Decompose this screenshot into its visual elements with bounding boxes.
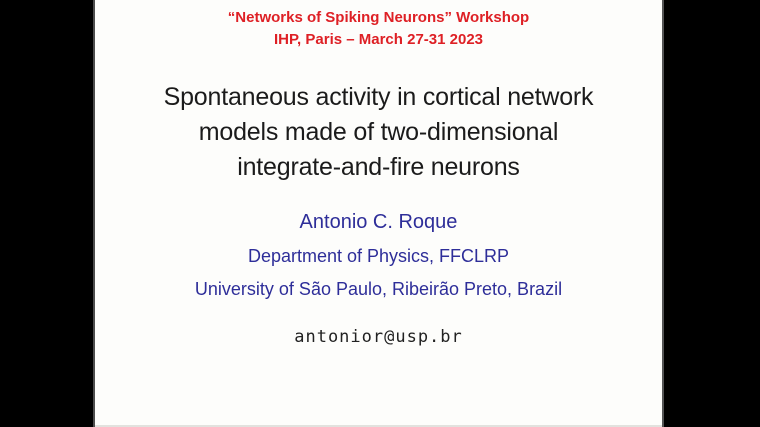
slide-title bbox=[95, 80, 662, 185]
slide-title-line-1: Spontaneous activity in cortical network bbox=[163, 83, 594, 111]
letterbox-left bbox=[0, 0, 93, 427]
slide-title-line-2: models made of two-dimensional bbox=[198, 118, 559, 146]
letterbox-right bbox=[664, 0, 760, 427]
workshop-header bbox=[95, 7, 662, 51]
title-slide bbox=[93, 0, 664, 427]
slide-title-line-3: integrate-and-fire neurons bbox=[237, 153, 520, 181]
workshop-name: “Networks of Spiking Neurons” Workshop bbox=[227, 9, 530, 26]
author-university: University of São Paulo, Ribeirão Preto, Brazil bbox=[194, 279, 563, 299]
author-email: antonior@usp.br bbox=[294, 327, 463, 347]
author-department: Department of Physics, FFCLRP bbox=[247, 246, 510, 266]
author-name: Antonio C. Roque bbox=[299, 211, 458, 233]
workshop-location-date: IHP, Paris – March 27-31 2023 bbox=[273, 31, 484, 48]
